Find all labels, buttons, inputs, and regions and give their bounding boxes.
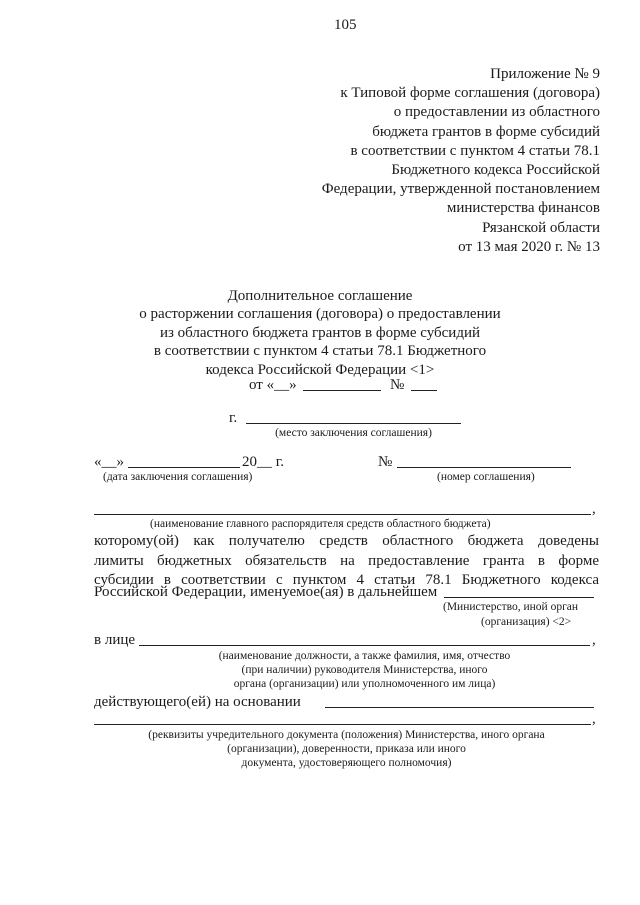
acting-label: действующего(ей) на основании bbox=[94, 694, 301, 710]
title-date-prefix: от «__» bbox=[249, 377, 297, 393]
appendix-line: в соответствии с пунктом 4 статьи 78.1 bbox=[350, 142, 600, 159]
title-date-field[interactable] bbox=[303, 390, 381, 391]
number-caption: (номер соглашения) bbox=[437, 471, 535, 483]
appendix-line: о предоставлении из областного bbox=[393, 104, 600, 121]
date-caption: (дата заключения соглашения) bbox=[103, 471, 253, 483]
title-number-field[interactable] bbox=[411, 390, 437, 391]
title-line: о расторжении соглашения (договора) о предоставлении bbox=[139, 306, 501, 323]
title-number-sign: № bbox=[390, 377, 405, 393]
acting-field[interactable] bbox=[325, 707, 594, 708]
date-prefix: «__» bbox=[94, 454, 124, 470]
title-line: из областного бюджета грантов в форме субсидий bbox=[159, 324, 481, 341]
in-person-field[interactable] bbox=[139, 645, 590, 646]
caption-line: органа (организации) или уполномоченного им лица) bbox=[233, 678, 496, 690]
caption-line: (организации), доверенности, приказа или иного bbox=[227, 743, 466, 755]
caption-line: (наименование должности, а также фамилия, имя, отчество bbox=[218, 650, 511, 662]
date-year: 20__ г. bbox=[242, 454, 284, 470]
caption-line: (при наличии) руководителя Министерства, иного bbox=[241, 664, 488, 676]
requisites-comma: , bbox=[592, 711, 596, 727]
number-field[interactable] bbox=[397, 467, 571, 468]
appendix-line: Рязанской области bbox=[482, 219, 600, 236]
appendix-line: бюджета грантов в форме субсидий bbox=[372, 123, 600, 140]
body-paragraph bbox=[94, 532, 599, 591]
ministry-caption-1: (Министерство, иной орган bbox=[443, 601, 579, 613]
place-field[interactable] bbox=[246, 423, 461, 424]
in-person-comma: , bbox=[592, 632, 596, 648]
requisites-field[interactable] bbox=[94, 724, 591, 725]
document-title bbox=[120, 287, 520, 379]
appendix-line: министерства финансов bbox=[446, 200, 600, 217]
appendix-line: к Типовой форме соглашения (договора) bbox=[340, 85, 600, 102]
body-line: субсидии в соответствии с пунктом 4 статьи 78.1 Бюджетного кодекса bbox=[94, 572, 599, 588]
appendix-line: Приложение № 9 bbox=[490, 66, 600, 82]
page-number: 105 bbox=[334, 17, 357, 33]
main-authority-caption: (наименование главного распорядителя средств областного бюджета) bbox=[150, 518, 491, 530]
date-field[interactable] bbox=[128, 467, 240, 468]
appendix-line: Федерации, утвержденной постановлением bbox=[321, 181, 600, 198]
ministry-field[interactable] bbox=[444, 597, 594, 598]
caption-line: (реквизиты учредительного документа (положения) Министерства, иного органа bbox=[148, 729, 545, 741]
title-line: Дополнительное соглашение bbox=[227, 288, 413, 304]
main-authority-field[interactable] bbox=[94, 514, 591, 515]
appendix-line: Бюджетного кодекса Российской bbox=[391, 162, 600, 179]
place-prefix: г. bbox=[229, 410, 238, 426]
requisites-caption bbox=[94, 728, 599, 770]
appendix-line: от 13 мая 2020 г. № 13 bbox=[458, 238, 600, 255]
body-last-line: Российской Федерации, именуемое(ая) в дальнейшем bbox=[94, 584, 438, 600]
number-prefix: № bbox=[378, 454, 393, 470]
place-caption: (место заключения соглашения) bbox=[275, 427, 432, 439]
title-line: кодекса Российской Федерации <1> bbox=[205, 361, 435, 378]
body-line: лимиты бюджетных обязательств на предоставление гранта в форме bbox=[94, 552, 599, 569]
title-line: в соответствии с пунктом 4 статьи 78.1 Бюджетного bbox=[153, 343, 487, 360]
caption-line: документа, удостоверяющего полномочия) bbox=[241, 757, 452, 769]
ministry-caption-2: (организация) <2> bbox=[481, 616, 572, 628]
appendix-block bbox=[322, 65, 600, 257]
main-authority-comma: , bbox=[592, 501, 596, 517]
in-person-caption bbox=[139, 649, 590, 691]
body-line: которому(ой) как получателю средств областного бюджета доведены bbox=[94, 533, 599, 549]
in-person-label: в лице bbox=[94, 632, 136, 648]
